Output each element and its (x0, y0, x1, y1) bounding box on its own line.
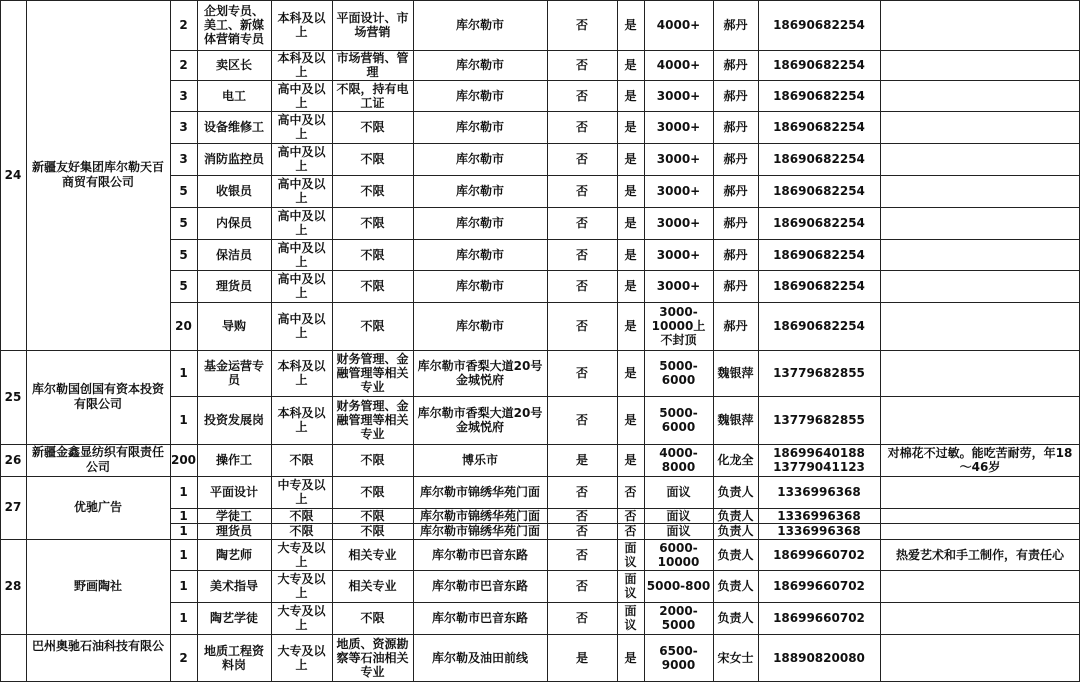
phone: 13779682855 (773, 413, 865, 427)
contact-person: 郝丹 (723, 184, 748, 198)
work-location: 库尔勒市 (455, 152, 504, 166)
phone: 18690682254 (773, 279, 865, 293)
contact-person: 郝丹 (723, 152, 748, 166)
education: 大专及以上 (277, 572, 326, 600)
remark (880, 302, 1080, 350)
major: 相关专业 (348, 579, 397, 593)
contact-person: 郝丹 (723, 247, 748, 262)
contact-person: 负责人 (717, 508, 754, 523)
contact-person: 负责人 (717, 485, 754, 499)
remark (880, 207, 1080, 239)
job-title: 投资发展岗 (203, 413, 264, 427)
remark (880, 602, 1080, 634)
phone: 18690682254 (773, 247, 865, 262)
remark (880, 270, 1080, 302)
option-a: 否 (575, 611, 588, 625)
option-b: 否 (624, 524, 637, 538)
major: 不限 (360, 247, 385, 262)
salary: 3000-10000上不封顶 (651, 305, 706, 347)
work-location: 库尔勒市 (455, 184, 504, 198)
company-number: 28 (4, 579, 22, 593)
option-b: 面议 (624, 572, 637, 600)
education: 高中及以上 (277, 81, 326, 110)
work-location: 库尔勒市巴音东路 (431, 611, 528, 625)
work-location: 库尔勒市 (455, 58, 504, 72)
job-title: 消防监控员 (203, 152, 264, 166)
salary: 3000+ (656, 120, 701, 134)
grid-line (644, 0, 645, 682)
option-a: 否 (575, 366, 588, 380)
work-location: 库尔勒市香梨大道20号金城悦府 (417, 406, 543, 434)
headcount: 1 (179, 366, 188, 380)
major: 不限 (360, 319, 385, 333)
headcount: 1 (179, 485, 188, 499)
headcount: 1 (179, 413, 188, 427)
option-a: 否 (575, 184, 588, 198)
remark (880, 523, 1080, 539)
education: 高中及以上 (277, 145, 326, 173)
salary: 6000-10000 (657, 540, 700, 569)
headcount: 5 (179, 279, 188, 293)
work-location: 库尔勒市锦绣华苑门面 (419, 524, 540, 538)
grid-line (880, 0, 881, 682)
work-location: 库尔勒市锦绣华苑门面 (419, 485, 540, 499)
work-location: 库尔勒市 (455, 120, 504, 134)
option-a: 否 (575, 413, 588, 427)
salary: 2000-5000 (659, 604, 698, 632)
option-b: 否 (624, 508, 637, 523)
contact-person: 负责人 (717, 579, 754, 593)
job-title: 收银员 (215, 184, 252, 198)
company-number (0, 634, 26, 682)
salary: 3000+ (656, 247, 701, 262)
headcount: 1 (179, 524, 188, 538)
option-a: 否 (575, 88, 588, 103)
remark (880, 476, 1080, 508)
job-title: 导购 (221, 319, 246, 333)
option-a: 否 (575, 58, 588, 72)
job-title: 操作工 (215, 453, 252, 467)
headcount: 200 (170, 453, 197, 467)
grid-line (758, 0, 759, 682)
job-title: 内保员 (215, 216, 252, 230)
job-title: 地质工程资料岗 (203, 644, 264, 672)
job-title: 美术指导 (209, 579, 258, 593)
grid-line (547, 0, 548, 682)
education: 不限 (289, 524, 314, 538)
grid-line (197, 0, 198, 682)
grid-line (617, 0, 618, 682)
option-a: 否 (575, 547, 588, 562)
option-a: 否 (575, 485, 588, 499)
remark: 对棉花不过敏。能吃苦耐劳，年18～46岁 (887, 446, 1073, 474)
headcount: 5 (179, 247, 188, 262)
remark (880, 80, 1080, 111)
phone: 18690682254 (773, 88, 865, 103)
remark (880, 508, 1080, 523)
salary: 3000+ (656, 184, 701, 198)
option-b: 是 (624, 366, 637, 380)
job-title: 卖区长 (215, 58, 252, 72)
job-title: 理货员 (215, 524, 252, 538)
education: 高中及以上 (277, 312, 326, 340)
contact-person: 郝丹 (723, 18, 748, 32)
job-title: 基金运营专员 (203, 359, 264, 387)
company-number: 24 (4, 167, 22, 182)
headcount: 5 (179, 184, 188, 198)
phone: 1336996368 (777, 524, 861, 538)
company-name: 巴州奥驰石油科技有限公 (31, 639, 164, 653)
headcount: 1 (179, 579, 188, 593)
salary: 4000-8000 (659, 446, 698, 474)
job-title: 学徒工 (215, 508, 252, 523)
job-title: 平面设计 (209, 485, 258, 499)
education: 本科及以上 (277, 51, 326, 79)
job-title: 电工 (221, 88, 246, 103)
remark (880, 239, 1080, 270)
headcount: 2 (179, 651, 188, 665)
headcount: 1 (179, 508, 188, 523)
work-location: 库尔勒市巴音东路 (431, 547, 528, 562)
major: 不限 (360, 611, 385, 625)
option-b: 是 (624, 279, 637, 293)
work-location: 库尔勒市 (455, 319, 504, 333)
option-b: 是 (624, 120, 637, 134)
salary: 5000-800 (646, 579, 711, 593)
headcount: 1 (179, 547, 188, 562)
grid-line (271, 0, 272, 682)
contact-person: 郝丹 (723, 279, 748, 293)
option-a: 否 (575, 279, 588, 293)
remark (880, 143, 1080, 175)
option-a: 否 (575, 524, 588, 538)
job-title: 保洁员 (215, 247, 252, 262)
education: 大专及以上 (277, 644, 326, 672)
education: 大专及以上 (277, 604, 326, 632)
option-a: 否 (575, 152, 588, 166)
major: 不限 (360, 184, 385, 198)
option-a: 否 (575, 18, 588, 32)
phone: 18690682254 (773, 216, 865, 230)
headcount: 5 (179, 216, 188, 230)
education: 本科及以上 (277, 11, 326, 39)
major: 不限 (360, 152, 385, 166)
option-a: 否 (575, 216, 588, 230)
major: 不限 (360, 508, 385, 523)
contact-person: 郝丹 (723, 88, 748, 103)
option-b: 是 (624, 651, 637, 665)
option-a: 否 (575, 508, 588, 523)
option-b: 是 (624, 216, 637, 230)
remark (880, 396, 1080, 444)
remark (880, 175, 1080, 207)
phone: 1336996368 (777, 485, 861, 499)
work-location: 库尔勒市香梨大道20号金城悦府 (417, 359, 543, 387)
phone: 18690682254 (773, 319, 865, 333)
remark (880, 50, 1080, 80)
salary: 5000-6000 (659, 406, 698, 434)
salary: 4000+ (656, 58, 701, 72)
work-location: 库尔勒市 (455, 247, 504, 262)
salary: 3000+ (656, 279, 701, 293)
headcount: 2 (179, 18, 188, 32)
salary: 面议 (666, 485, 691, 499)
remark (880, 350, 1080, 396)
phone: 18699660702 (773, 611, 865, 625)
salary: 3000+ (656, 216, 701, 230)
education: 高中及以上 (277, 209, 326, 237)
company-number: 27 (4, 500, 22, 514)
option-b: 是 (624, 58, 637, 72)
remark (880, 0, 1080, 50)
education: 高中及以上 (277, 240, 326, 269)
headcount: 2 (179, 58, 188, 72)
salary: 3000+ (656, 88, 701, 103)
option-a: 是 (575, 651, 588, 665)
remark (880, 111, 1080, 143)
education: 高中及以上 (277, 113, 326, 141)
work-location: 库尔勒市锦绣华苑门面 (419, 508, 540, 523)
phone: 18699660702 (773, 579, 865, 593)
option-b: 否 (624, 485, 637, 499)
company-name: 优驰广告 (73, 500, 122, 514)
option-b: 是 (624, 453, 637, 467)
contact-person: 宋女士 (717, 651, 754, 665)
salary: 6500-9000 (659, 644, 698, 672)
education: 本科及以上 (277, 406, 326, 434)
job-title: 企划专员、美工、新媒体营销专员 (203, 4, 264, 46)
work-location: 库尔勒市 (455, 279, 504, 293)
work-location: 库尔勒市 (455, 216, 504, 230)
option-a: 否 (575, 319, 588, 333)
education: 高中及以上 (277, 177, 326, 205)
option-b: 是 (624, 18, 637, 32)
phone: 18890820080 (773, 651, 865, 665)
option-a: 否 (575, 579, 588, 593)
work-location: 库尔勒市巴音东路 (431, 579, 528, 593)
headcount: 3 (179, 88, 188, 103)
headcount: 1 (179, 611, 188, 625)
grid-line (713, 0, 714, 682)
contact-person: 魏银萍 (717, 366, 754, 380)
remark: 热爱艺术和手工制作，有责任心 (895, 547, 1064, 562)
work-location: 博乐市 (461, 453, 498, 467)
grid-line (413, 0, 414, 682)
education: 大专及以上 (277, 540, 326, 569)
major: 不限 (360, 279, 385, 293)
job-title: 陶艺师 (215, 547, 252, 562)
job-title: 陶艺学徒 (209, 611, 258, 625)
remark (880, 570, 1080, 602)
contact-person: 负责人 (717, 524, 754, 538)
phone: 18690682254 (773, 58, 865, 72)
contact-person: 郝丹 (723, 319, 748, 333)
salary: 5000-6000 (659, 359, 698, 387)
work-location: 库尔勒市 (455, 88, 504, 103)
option-b: 是 (624, 319, 637, 333)
major: 地质、资源勘察等石油相关专业 (336, 637, 409, 679)
work-location: 库尔勒市 (455, 18, 504, 32)
salary: 面议 (666, 524, 691, 538)
contact-person: 郝丹 (723, 120, 748, 134)
contact-person: 负责人 (717, 611, 754, 625)
salary: 4000+ (656, 18, 701, 32)
job-title: 理货员 (215, 279, 252, 293)
major: 不限 (360, 120, 385, 134)
phone: 18690682254 (773, 152, 865, 166)
option-a: 是 (575, 453, 588, 467)
education: 高中及以上 (277, 272, 326, 300)
phone: 1336996368 (777, 508, 861, 523)
education: 不限 (289, 453, 314, 467)
major: 不限，持有电工证 (336, 81, 409, 110)
headcount: 3 (179, 120, 188, 134)
education: 不限 (289, 508, 314, 523)
company-name: 野画陶社 (73, 579, 122, 593)
major: 平面设计、市场营销 (336, 11, 409, 39)
contact-person: 郝丹 (723, 58, 748, 72)
major: 不限 (360, 485, 385, 499)
education: 本科及以上 (277, 359, 326, 387)
option-b: 面议 (624, 604, 637, 632)
company-number: 26 (4, 452, 22, 467)
grid-line (332, 0, 333, 682)
phone: 18690682254 (773, 184, 865, 198)
contact-person: 魏银萍 (717, 413, 754, 427)
company-number: 25 (4, 389, 22, 404)
major: 财务管理、金融管理等相关专业 (336, 399, 409, 441)
phone: 18690682254 (773, 18, 865, 32)
company-name: 库尔勒国创国有资本投资有限公司 (31, 382, 164, 411)
grid-line (0, 0, 1080, 1)
option-b: 是 (624, 88, 637, 103)
work-location: 库尔勒及油田前线 (431, 651, 528, 665)
major: 不限 (360, 453, 385, 467)
headcount: 3 (179, 152, 188, 166)
major: 不限 (360, 216, 385, 230)
major: 财务管理、金融管理等相关专业 (336, 352, 409, 394)
grid-line (26, 0, 27, 682)
contact-person: 化龙全 (717, 453, 754, 467)
major: 不限 (360, 524, 385, 538)
option-b: 是 (624, 152, 637, 166)
grid-line (0, 0, 1, 682)
major: 相关专业 (348, 547, 397, 562)
salary: 面议 (666, 508, 691, 523)
phone: 13779682855 (773, 366, 865, 380)
company-name: 新疆友好集团库尔勒天百商贸有限公司 (31, 160, 164, 189)
headcount: 20 (175, 319, 192, 333)
job-title: 设备维修工 (203, 120, 264, 134)
remark (880, 634, 1080, 682)
option-a: 否 (575, 120, 588, 134)
contact-person: 郝丹 (723, 216, 748, 230)
salary: 3000+ (656, 152, 701, 166)
contact-person: 负责人 (717, 547, 754, 562)
major: 市场营销、管理 (336, 51, 409, 79)
grid-line (170, 0, 171, 682)
phone: 18699660702 (773, 547, 865, 562)
phone: 18690682254 (773, 120, 865, 134)
option-b: 是 (624, 184, 637, 198)
company-name: 新疆金鑫显纺织有限责任公司 (31, 445, 164, 474)
option-a: 否 (575, 247, 588, 262)
education: 中专及以上 (277, 478, 326, 506)
option-b: 是 (624, 247, 637, 262)
option-b: 面议 (624, 540, 637, 569)
phone: 18699640188 13779041123 (773, 446, 865, 474)
option-b: 是 (624, 413, 637, 427)
